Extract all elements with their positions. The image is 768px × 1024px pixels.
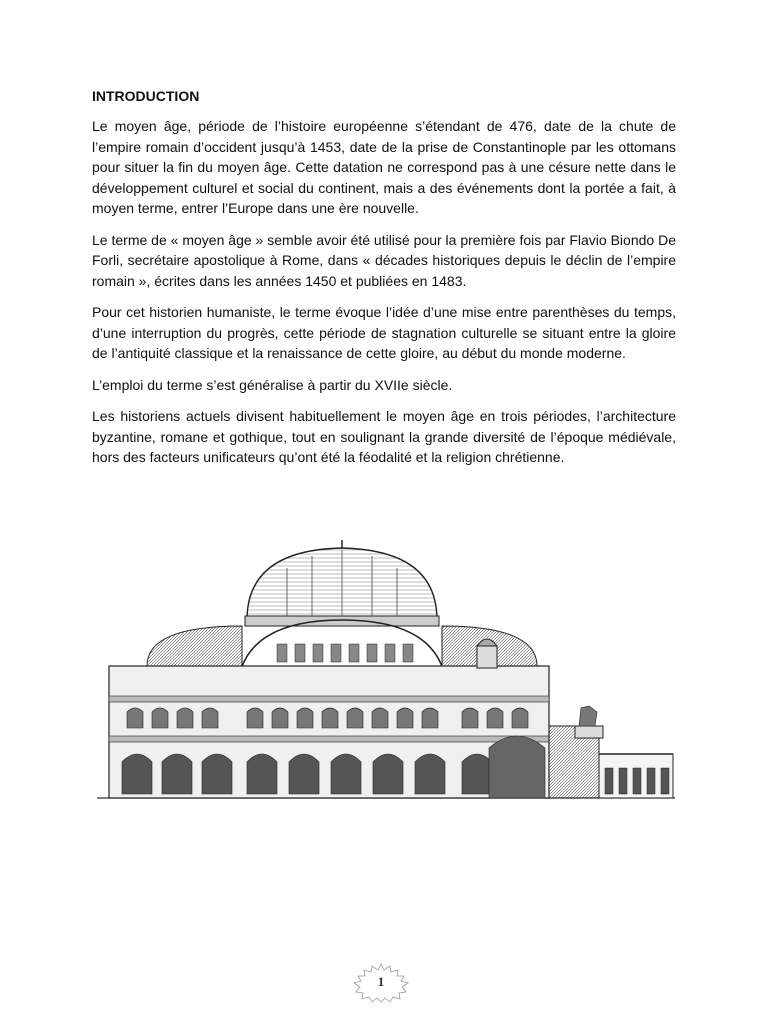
page-number: 1 (377, 974, 385, 989)
paragraph-1: Le moyen âge, période de l’histoire européenne s’étendant de 476, date de la chute de l’empire romain d’occident jusqu’à 1453, date de la prise de Constantinople par les ottomans pour situer la fin du moyen âge. Cette datation ne correspond pas à une césure nette dans le développement culturel et social du continent, mais a des événements dont la portée a fait, à moyen terme, entrer l’Europe dans une ère nouvelle. (92, 118, 676, 216)
cathedral-section-illustration (97, 536, 675, 800)
section-heading: INTRODUCTION (92, 88, 200, 104)
paragraph-3: Pour cet historien humaniste, le terme évoque l’idée d’une mise entre parenthèses du temps, d’une interruption du progrès, cette période de stagnation culturelle se situant entre la gloire de l’antiquité classique et la renaissance de cette gloire, au début du monde moderne. (92, 304, 676, 361)
paragraph-4: L’emploi du terme s’est généralise à partir du XVIIe siècle. (92, 376, 453, 393)
page-number-badge (352, 962, 410, 1002)
paragraph-5: Les historiens actuels divisent habituellement le moyen âge en trois périodes, l’architecture byzantine, romane et gothique, tout en soulignant la grande diversité de l’époque médiévale, hors des facteurs unificateurs qu’ont été la féodalité et la religion chrétienne. (92, 408, 676, 465)
paragraph-2: Le terme de « moyen âge » semble avoir été utilisé pour la première fois par Flavio Biondo De Forli, secrétaire apostolique à Rome, dans « décades historiques depuis le déclin de l’empire romain », écrites dans les années 1450 et publiées en 1483. (92, 231, 676, 289)
document-body (92, 86, 676, 479)
